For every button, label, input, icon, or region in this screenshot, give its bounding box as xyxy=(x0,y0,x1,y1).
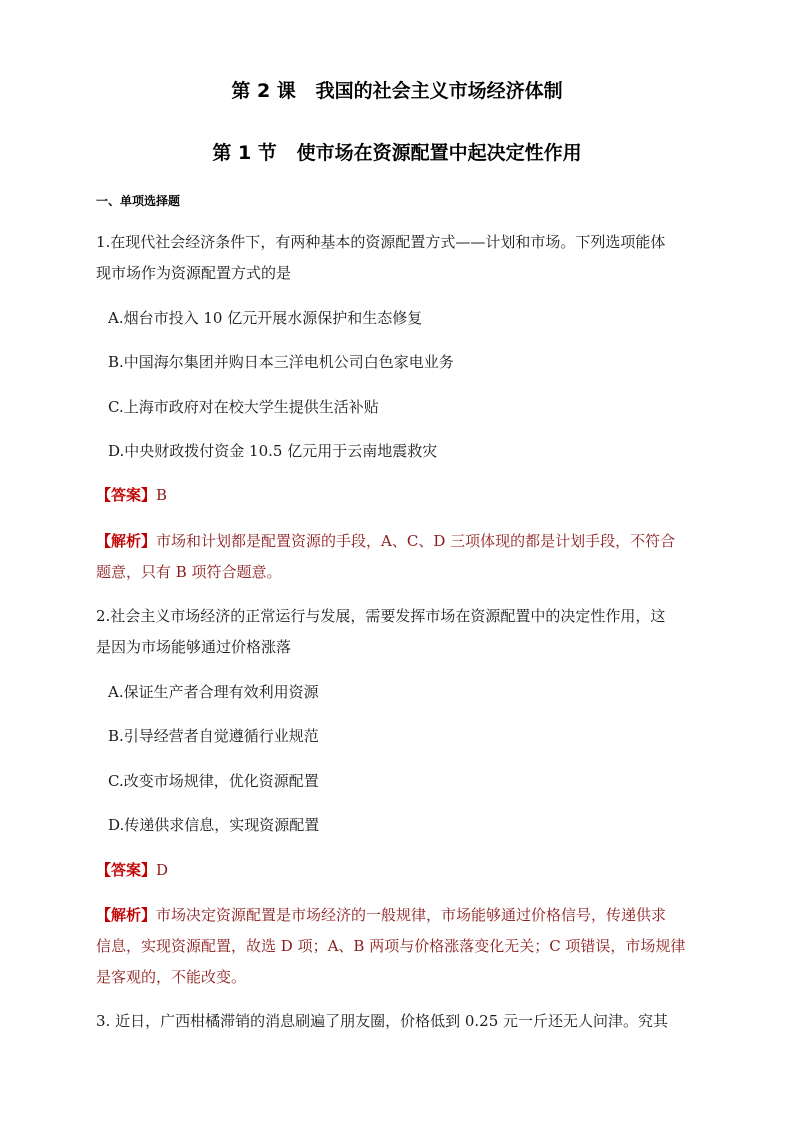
q2-option-c: C.改变市场规律，优化资源配置 xyxy=(108,772,319,790)
q3-stem-line1: 3. 近日，广西柑橘滞销的消息刷遍了朋友圈，价格低到 0.25 元一斤还无人问津。究其 xyxy=(96,1012,669,1030)
q1-stem-line2: 现市场作为资源配置方式的是 xyxy=(96,264,292,282)
q1-analysis-text1: 市场和计划都是配置资源的手段，A、C、D 三项体现的都是计划手段，不符合 xyxy=(156,532,676,550)
q1-answer xyxy=(96,485,700,505)
q1-analysis-line2: 题意，只有 B 项符合题意。 xyxy=(96,563,282,581)
q1-analysis-line1 xyxy=(96,531,700,551)
q2-analysis-line3: 是客观的，不能改变。 xyxy=(96,968,247,986)
q2-answer xyxy=(96,860,700,880)
section-heading: 一、单项选择题 xyxy=(96,194,181,208)
q1-option-d: D.中央财政拨付资金 10.5 亿元用于云南地震救灾 xyxy=(108,442,438,460)
q2-option-d: D.传递供求信息，实现资源配置 xyxy=(108,816,320,834)
q2-analysis-line1 xyxy=(96,905,700,925)
q2-analysis-tag: 【解析】 xyxy=(96,906,157,924)
page-title: 第 2 课 我国的社会主义市场经济体制 xyxy=(231,80,563,102)
q1-option-b: B.中国海尔集团并购日本三洋电机公司白色家电业务 xyxy=(108,353,454,371)
q2-stem-line2: 是因为市场能够通过价格涨落 xyxy=(96,638,292,656)
q1-answer-value: B xyxy=(156,486,168,504)
q2-stem-line1: 2.社会主义市场经济的正常运行与发展，需要发挥市场在资源配置中的决定性作用，这 xyxy=(96,607,666,625)
q1-analysis-tag: 【解析】 xyxy=(96,532,157,550)
q1-stem-line1: 1.在现代社会经济条件下，有两种基本的资源配置方式——计划和市场。下列选项能体 xyxy=(96,233,666,251)
q1-option-c: C.上海市政府对在校大学生提供生活补贴 xyxy=(108,398,379,416)
q2-option-b: B.引导经营者自觉遵循行业规范 xyxy=(108,727,319,745)
q2-option-a: A.保证生产者合理有效利用资源 xyxy=(108,683,319,701)
q1-option-a: A.烟台市投入 10 亿元开展水源保护和生态修复 xyxy=(108,309,423,327)
q2-answer-tag: 【答案】 xyxy=(96,861,157,879)
q2-analysis-line2: 信息，实现资源配置，故选 D 项；A、B 两项与价格涨落变化无关；C 项错误，市场规律 xyxy=(96,937,686,955)
q1-answer-tag: 【答案】 xyxy=(96,486,157,504)
q2-answer-value: D xyxy=(156,861,169,879)
page-subtitle: 第 1 节 使市场在资源配置中起决定性作用 xyxy=(212,142,582,164)
q2-analysis-text1: 市场决定资源配置是市场经济的一般规律，市场能够通过价格信号，传递供求 xyxy=(156,906,667,924)
